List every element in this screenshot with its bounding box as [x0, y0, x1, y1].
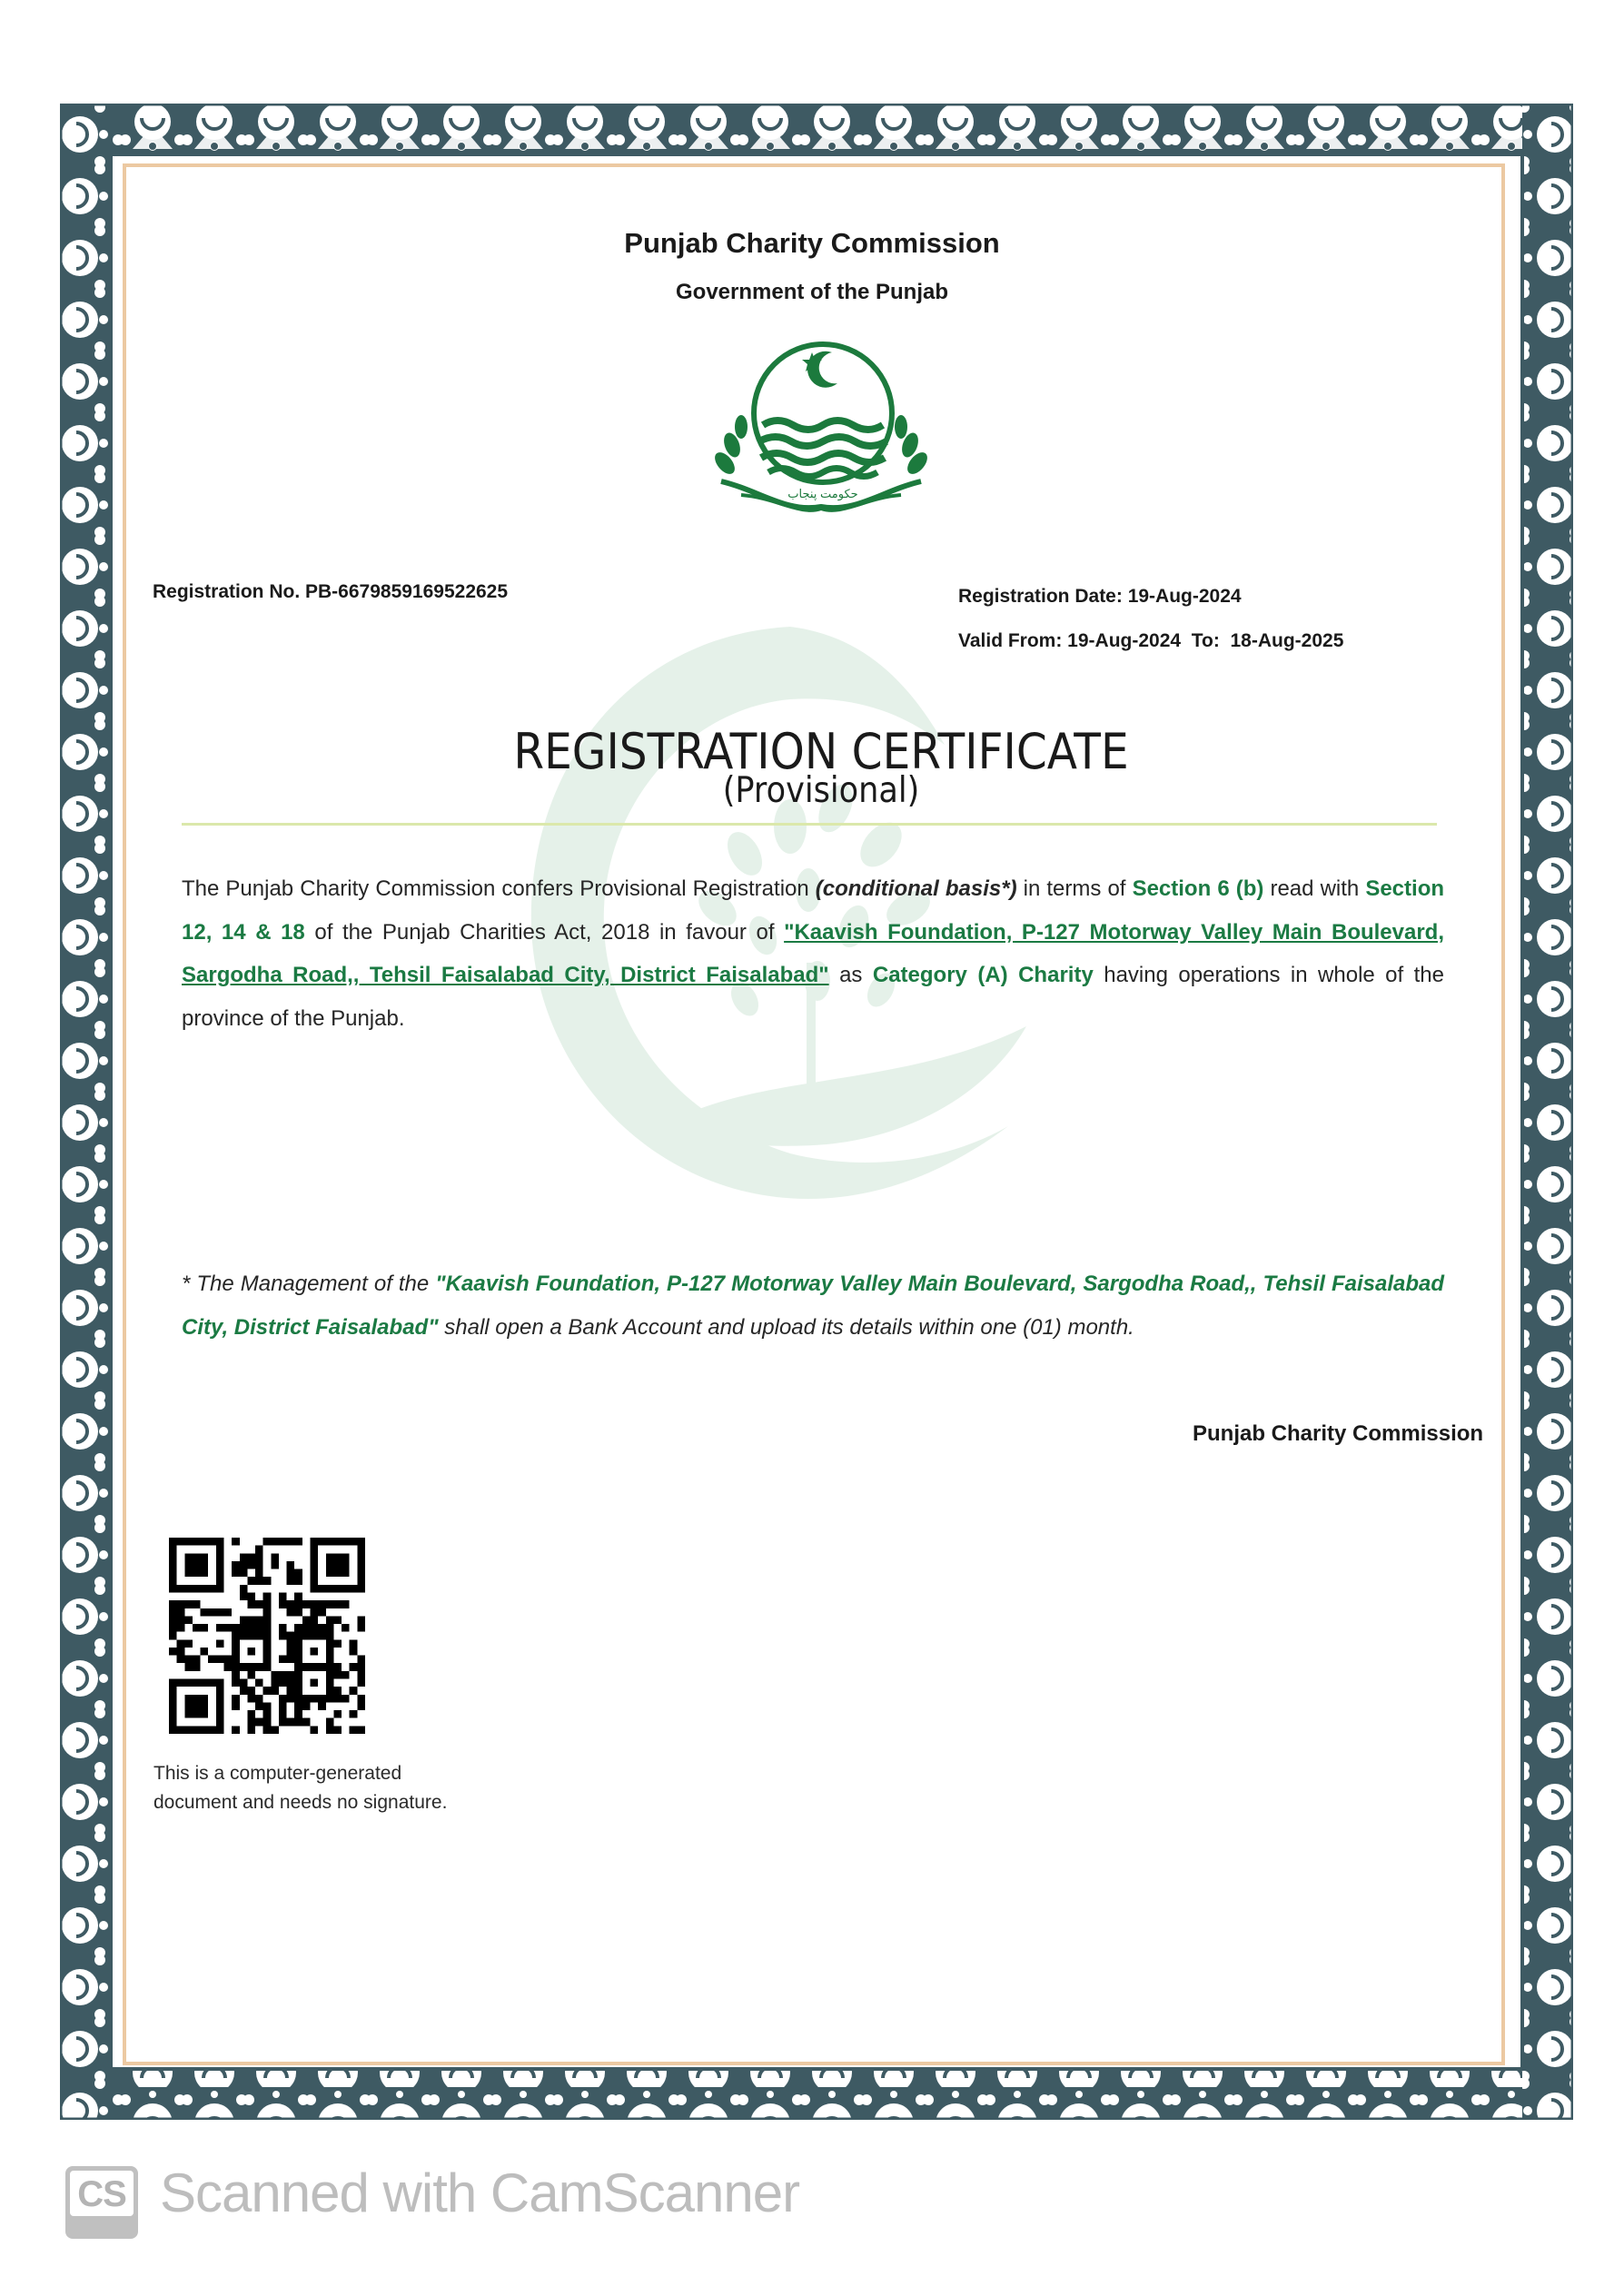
statement-text: of the Punjab Charities Act, 2018 in favour of	[304, 919, 785, 945]
validity-period: Valid From: 19-Aug-2024 To: 18-Aug-2025	[958, 630, 1344, 651]
statement-text: The Punjab Charity Commission confers Provisional Registration	[182, 876, 816, 901]
certificate-subtitle: (Provisional)	[722, 770, 920, 811]
note-text: * The Management of the	[182, 1272, 436, 1296]
statement-text: having operations in whole of the province of the Punjab.	[182, 963, 1445, 1031]
registration-statement	[182, 867, 1444, 1040]
statement-text: read with	[1263, 876, 1366, 901]
statement-text: as	[828, 963, 873, 987]
conditional-basis-text: (conditional basis*)	[815, 876, 1017, 901]
verification-qr-code[interactable]	[169, 1538, 365, 1734]
title-divider	[182, 823, 1437, 826]
bank-account-note	[182, 1262, 1444, 1349]
camscanner-logo-text: CS	[70, 2171, 134, 2216]
note-text: shall open a Bank Account and upload its details within one (01) month.	[438, 1314, 1134, 1340]
section-6-reference: Section 6 (b)	[1132, 876, 1264, 901]
charity-name-address: "Kaavish Foundation, P-127 Motorway Valley Main Boulevard, Sargodha Road,, Tehsil Faisalabad City, District Faisalabad"	[182, 919, 1445, 987]
charity-category: Category (A) Charity	[872, 963, 1094, 987]
seal-urdu-text: حکومت پنجاب	[787, 487, 858, 500]
statement-text: in terms of	[1016, 876, 1133, 901]
signatory: Punjab Charity Commission	[1193, 1421, 1484, 1446]
footer-line-1: This is a computer-generated	[153, 1763, 402, 1784]
note-charity-name: "Kaavish Foundation, P-127 Motorway Valley Main Boulevard, Sargodha Road,, Tehsil Faisalabad City, District Faisalabad"	[182, 1272, 1445, 1340]
camscanner-watermark: Scanned with CamScanner	[160, 2162, 800, 2223]
government-subtitle: Government of the Punjab	[675, 280, 949, 304]
footer-line-2: document and needs no signature.	[153, 1792, 448, 1813]
punjab-government-seal	[714, 336, 928, 518]
sections-reference: Section 12, 14 & 18	[182, 876, 1445, 945]
registration-number: Registration No. PB-6679859169522625	[153, 581, 509, 602]
computer-generated-note	[153, 1759, 517, 1817]
camscanner-logo-icon	[65, 2166, 138, 2239]
registration-date: Registration Date: 19-Aug-2024	[958, 586, 1242, 607]
certificate-title: REGISTRATION CERTIFICATE	[513, 723, 1129, 780]
commission-title: Punjab Charity Commission	[624, 227, 1000, 259]
